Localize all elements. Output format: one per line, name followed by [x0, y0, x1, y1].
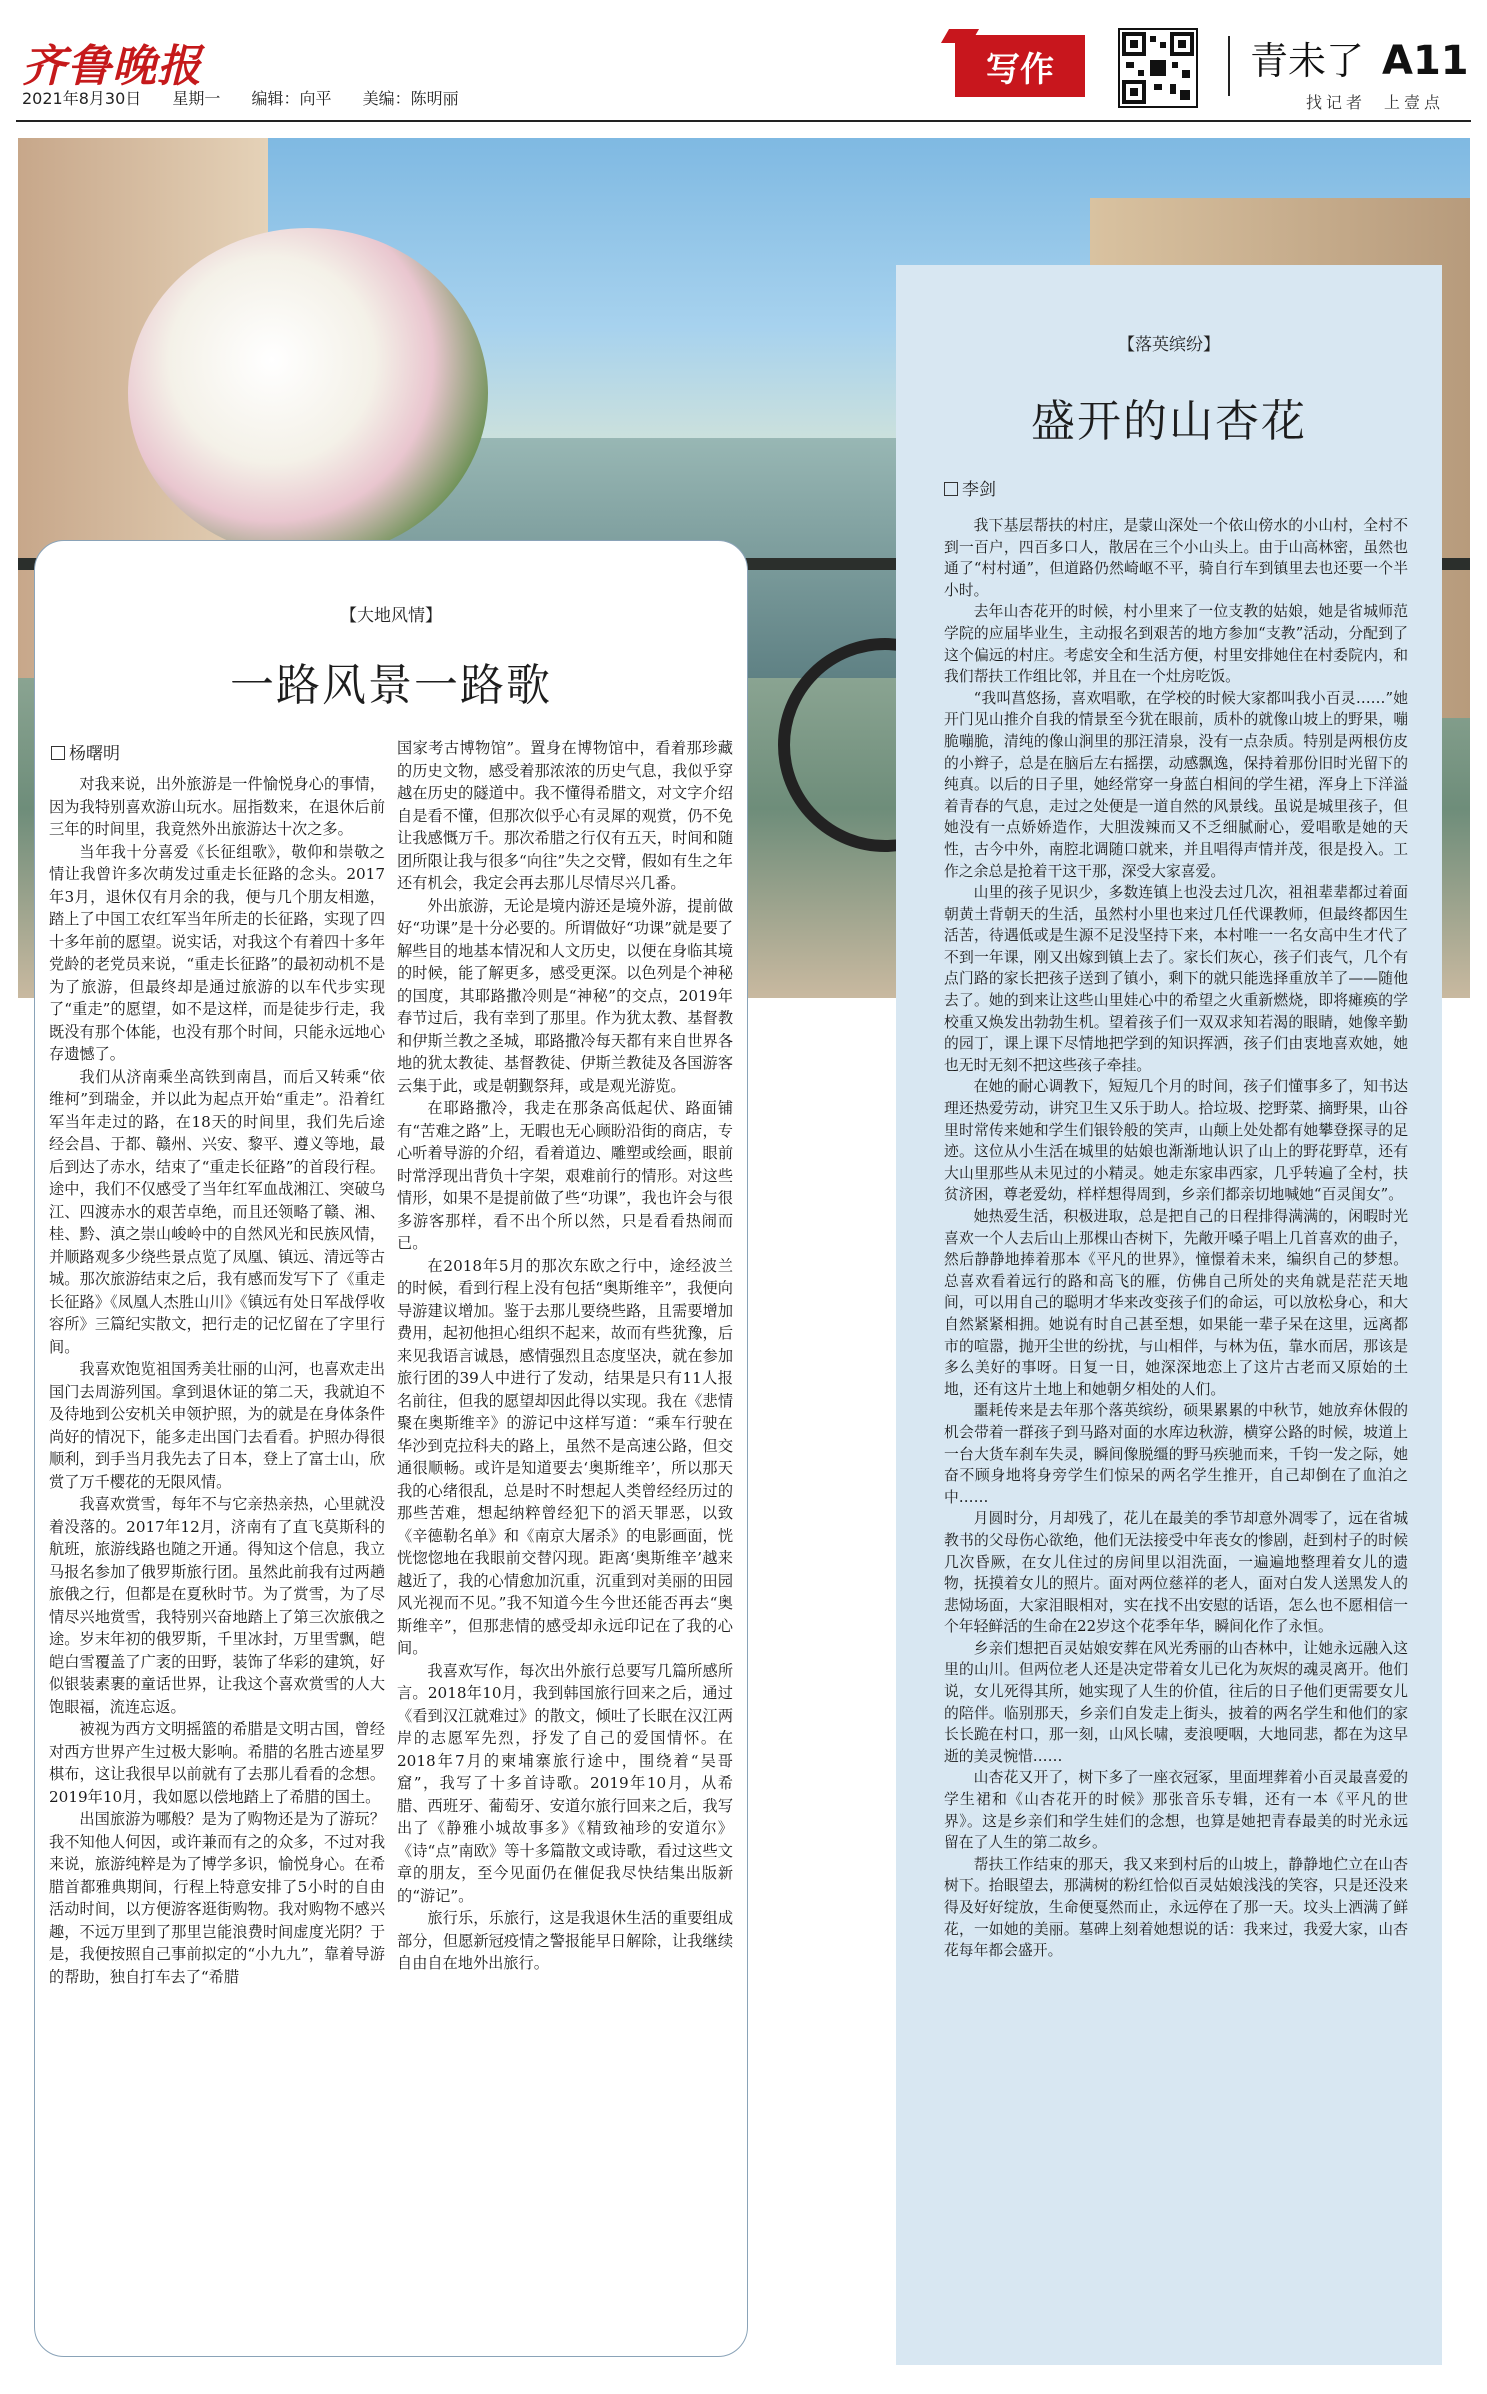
article-right-body: [944, 515, 1408, 2355]
paragraph: 帮扶工作结束的那天，我又来到村后的山坡上，静静地伫立在山杏树下。抬眼望去，那满树的粉红恰似百灵姑娘浅浅的笑容，只是还没来得及好好绽放，生命便戛然而止，永远停在了那一天。坟头上洒满了鲜花，一如她的美丽。墓碑上刻着她想说的话：我来过，我爱大家，山杏花每年都会盛开。: [944, 1855, 1408, 1960]
header-divider: [1228, 36, 1230, 96]
page-name: 青未了: [1250, 39, 1365, 83]
paragraph: 乡亲们想把百灵姑娘安葬在风光秀丽的山杏林中，让她永远融入这里的山川。但两位老人还是决定带着女儿已化为灰烬的魂灵离开。他们说，女儿死得其所，她实现了人生的价值，往后的日子他们更需要女儿的陪伴。临别那天，乡亲们自发走上街头，披着的两名学生和他们的家长长跪在村口，那一刻，山风长啸，麦浪哽咽，大地同悲，都在为这早逝的美灵惋惜……: [944, 1639, 1408, 1765]
paragraph: 被视为西方文明摇篮的希腊是文明古国，曾经对西方世界产生过极大影响。希腊的名胜古迹星罗棋布，这让我很早以前就有了去那儿看看的念想。2019年10月，我如愿以偿地踏上了希腊的国土。: [49, 1720, 385, 1806]
paragraph: 旅行乐，乐旅行，这是我退休生活的重要组成部分，但愿新冠疫情之警报能早日解除，让我继续自由自在地外出旅行。: [397, 1909, 733, 1972]
paragraph: 在2018年5月的那次东欧之行中，途经波兰的时候，看到行程上没有包括“奥斯维辛”，我便向导游建议增加。鉴于去那儿要绕些路，且需要增加费用，起初他担心组织不起来，故而有些犹豫，后来见我语言诚恳，感情强烈且态度坚决，就在参加旅行团的39人中进行了发动，结果是只有11人报名前往，但我的愿望却因此得以实现。我在《悲情聚在奥斯维辛》的游记中这样写道：“乘车行驶在华沙到克拉科夫的路上，虽然不是高速公路，但交通很顺畅。或许是知道要去‘奥斯维辛’，所以那天我的心绪很乱，总是时不时想起人类曾经经历过的那些苦难，想起纳粹曾经犯下的滔天罪恶，以致《辛德勒名单》和《南京大屠杀》的电影画面，恍恍惚惚地在我眼前交替闪现。距离‘奥斯维辛’越来越近了，我的心情愈加沉重，沉重到对美丽的田园风光视而不见。”我不知道今生今世还能否再去“奥斯维辛”，但那悲情的感受却永远印记在了我的心间。: [397, 1256, 733, 1657]
article-right-byline: [944, 475, 996, 500]
paragraph: 在耶路撒冷，我走在那条高低起伏、路面铺有“苦难之路”上，无暇也无心顾盼沿街的商店，专心听着导游的介绍，看着道边、雕塑或绘画，眼前时常浮现出背负十字架，艰难前行的情形。对这些情形，如果不是提前做了些“功课”，我也许会与很多游客那样，看不出个所以然，只是看看热闹而已。: [397, 1099, 733, 1252]
article-left-byline: [51, 739, 120, 764]
paragraph: 国家考古博物馆”。置身在博物馆中，看着那珍藏的历史文物，感受着那浓浓的历史气息，我似乎穿越在历史的隧道中。我不懂得希腊文，对文字介绍自是看不懂，但那次似乎心有灵犀的观赏，仍不免让我感慨万千。那次希腊之行仅有五天，时间和随团所限让我与很多“向往”失之交臂，假如有生之年还有机会，我定会再去那儿尽情尽兴几番。: [397, 739, 733, 892]
issue-meta: [22, 86, 485, 109]
qr-code-icon[interactable]: [1118, 28, 1198, 108]
designer-credit: 美编：陈明丽: [362, 89, 459, 108]
page-title: [1250, 30, 1469, 85]
paragraph: 噩耗传来是去年那个落英缤纷，硕果累累的中秋节，她放弃休假的机会带着一群孩子到马路对面的水库边秋游，横穿公路的时候，坡道上一台大货车刹车失灵，瞬间像脱缰的野马疾驰而来，千钧一发之际，她奋不顾身地将身旁学生们惊呆的两名学生推开，自己却倒在了血泊之中……: [944, 1402, 1408, 1506]
newspaper-logo: 齐鲁晚报: [22, 41, 202, 92]
article-left: [34, 540, 748, 2357]
reporter-app: 上壹点: [1384, 93, 1445, 112]
paragraph: 出国旅游为哪般？是为了购物还是为了游玩？我不知他人何因，或许兼而有之的众多，不过对我来说，旅游纯粹是为了博学多识，愉悦身心。在希腊首都雅典期间，行程上特意安排了5小时的自由活动时间，以方便游客逛街购物。我对购物不感兴趣，不远万里到了那里岂能浪费时间虚度光阴？于是，我便按照自己事前拟定的“小九九”，靠着导游的帮助，独自打车去了“希腊: [49, 1810, 385, 1986]
section-tab: 写作: [955, 35, 1085, 97]
article-left-col2: [397, 737, 733, 2343]
header-rule: [16, 120, 1471, 122]
issue-weekday: 星期一: [172, 89, 221, 108]
article-left-title: 一路风景一路歌: [230, 660, 552, 711]
paragraph: 在她的耐心调教下，短短几个月的时间，孩子们懂事多了，知书达理还热爱劳动，讲究卫生又乐于助人。拾垃圾、挖野菜、摘野果，山谷里时常传来她和学生们银铃般的笑声，山颠上处处都有她攀登探寻的足迹。这位从小生活在城里的姑娘也渐渐地认识了山上的野花野草，还有大山里那些从未见过的小精灵。她走东家串西家，几乎转遍了全村，扶贫济困，尊老爱幼，样样想得周到，乡亲们都亲切地喊她“百灵闺女”。: [944, 1078, 1408, 1204]
paragraph: 我喜欢赏雪，每年不与它亲热亲热，心里就没着没落的。2017年12月，济南有了直飞莫斯科的航班，旅游线路也随之开通。得知这个信息，我立马报名参加了俄罗斯旅行团。虽然此前我有过两趟旅俄之行，但都是在夏秋时节。为了赏雪，为了尽情尽兴地赏雪，我特别兴奋地踏上了第三次旅俄之途。岁末年初的俄罗斯，千里冰封，万里雪飘，皑皑白雪覆盖了广袤的田野，装饰了华彩的建筑，好似银装素裹的童话世界，让我这个喜欢赏雪的人大饱眼福，流连忘返。: [49, 1495, 385, 1716]
paragraph: 月圆时分，月却残了，花儿在最美的季节却意外凋零了，远在省城教书的父母伤心欲绝，他们无法接受中年丧女的惨剧，赶到村子的时候几次昏厥，在女儿住过的房间里以泪洗面，一遍遍地整理着女儿的遗物，抚摸着女儿的照片。面对两位慈祥的老人，面对白发人送黑发人的悲恸场面，大家泪眼相对，实在找不出安慰的话语，怎么也不愿相信一个年轻鲜活的生命在22岁这个花季年华，瞬间化作了永恒。: [944, 1510, 1408, 1636]
article-right-title: 盛开的山杏花: [1031, 396, 1307, 447]
article-right-kicker: 【落英缤纷】: [1118, 335, 1220, 355]
article-left-author: 杨曙明: [69, 744, 120, 764]
paragraph: “我叫菖悠扬，喜欢唱歌，在学校的时候大家都叫我小百灵……”她开门见山推介自我的情景至今犹在眼前，质朴的就像山坡上的野果，嘣脆嘣脆，清纯的像山涧里的那汪清泉，没有一点杂质。特别是两根仿皮的小辫子，总是在脑后左右摇摆，动感飘逸，保持着那份旧时光留下的纯真。以后的日子里，她经常穿一身蓝白相间的学生裙，浑身上下洋溢着青春的气息，走过之处便是一道自然的风景线。虽说是城里孩子，但她没有一点娇娇造作，大胆泼辣而又不乏细腻耐心，爱唱歌是她的天性，古今中外，南腔北调随口就来，并且唱得声情并茂，很是投入。工作之余总是抢着干这干那，深受大家喜爱。: [944, 689, 1408, 880]
issue-date: 2021年8月30日: [22, 89, 142, 108]
paragraph: 外出旅游，无论是境内游还是境外游，提前做好“功课”是十分必要的。所谓做好“功课”就是要了解些目的地基本情况和人文历史，以便在身临其境的时候，能了解更多，感受更深。以色列是个神秘的国度，其耶路撒冷则是“神秘”的交点，2019年春节过后，我有幸到了那里。作为犹太教、基督教和伊斯兰教之圣城，耶路撒冷每天都有来自世界各地的犹太教徒、基督教徒、伊斯兰教徒及各国游客云集于此，或是朝觐祭拜，或是观光游览。: [397, 896, 733, 1095]
paragraph: 山里的孩子见识少，多数连镇上也没去过几次，祖祖辈辈都过着面朝黄土背朝天的生活，虽然村小里也来过几任代课教师，但最终都因生活苦，待遇低或是生源不足没坚持下来，本村唯一一名女高中生才代了不到一年课，刚又出嫁到镇上去了。家长们灰心，孩子们丧气，几个有点门路的家长把孩子送到了镇小，剩下的就只能选择重放羊了——随他去了。她的到来让这些山里娃心中的希望之火重新燃烧，即将瘫痪的学校重又焕发出勃勃生机。望着孩子们一双双求知若渴的眼睛，她像辛勤的园丁，课上课下尽情地把学到的知识挥洒，孩子们由衷地喜欢她，她也无时无刻不把这些孩子牵挂。: [944, 884, 1408, 1074]
paragraph: 当年我十分喜爱《长征组歌》，敬仰和崇敬之情让我曾许多次萌发过重走长征路的念头。2017年3月，退休仅有月余的我，便与几个朋友相邀，踏上了中国工农红军当年所走的长征路，实现了四十多年前的愿望。说实话，对我这个有着四十多年党龄的老党员来说，“重走长征路”的最初动机不是为了旅游，但最终却是通过旅游的以车代步实现了“重走”的愿望，如不是这样，而是徒步行走，我既没有那个体能，也没有那个时间，只能永远地心存遗憾了。: [49, 842, 385, 1063]
paragraph: 对我来说，出外旅游是一件愉悦身心的事情，因为我特别喜欢游山玩水。屈指数来，在退休后前三年的时间里，我竟然外出旅游达十次之多。: [49, 775, 385, 838]
page-number: A11: [1382, 38, 1469, 84]
reporter-label: 找记者: [1306, 93, 1367, 112]
paragraph: 我们从济南乘坐高铁到南昌，而后又转乘“依维柯”到瑞金，并以此为起点开始“重走”。沿着红军当年走过的路，在18天的时间里，我们先后途经会昌、于都、赣州、兴安、黎平、遵义等地，最后到达了赤水，结束了“重走长征路”的首段行程。途中，我们不仅感受了当年红军血战湘江、突破乌江、四渡赤水的艰苦卓绝，而且还领略了赣、湘、桂、黔、滇之崇山峻岭中的自然风光和民族风情，并顺路观多少绕些景点览了凤凰、镇远、清远等古城。那次旅游结束之后，我有感而发写下了《重走长征路》《凤凰人杰胜山川》《镇远有处日军战俘收容所》三篇纪实散文，把行走的记忆留在了字里行间。: [49, 1067, 385, 1356]
paragraph: 我下基层帮扶的村庄，是蒙山深处一个依山傍水的小山村，全村不到一百户，四百多口人，散居在三个小山头上。由于山高林密，虽然也通了“村村通”，但道路仍然崎岖不平，骑自行车到镇里去也还要一个半小时。: [944, 517, 1408, 599]
paragraph: 去年山杏花开的时候，村小里来了一位支教的姑娘，她是省城师范学院的应届毕业生，主动报名到艰苦的地方参加“支教”活动，分配到了这个偏远的村庄。考虑安全和生活方便，村里安排她住在村委院内，和我们帮扶工作组比邻，并且在一个灶房吃饭。: [944, 603, 1408, 686]
paragraph: 她热爱生活，积极进取，总是把自己的日程排得满满的，闲暇时光喜欢一个人去后山上那棵山杏树下，先敞开嗓子唱上几首喜欢的曲子，然后静静地捧着那本《平凡的世界》，憧憬着未来，编织自己的梦想。总喜欢看着远行的路和高飞的雁，仿佛自己所处的夹角就是茫茫天地间，可以用自己的聪明才华来改变孩子们的命运，可以放松身心，和大自然紧紧相拥。她说有时自己甚至想，如果能一辈子呆在这里，远离都市的喧嚣，抛开尘世的纷扰，与山相伴，与林为伍，靠水而居，那该是多么美好的事呀。日复一日，她深深地恋上了这片古老而又原始的土地，还有这片土地上和她朝夕相处的人们。: [944, 1208, 1408, 1398]
paragraph: 我喜欢饱览祖国秀美壮丽的山河，也喜欢走出国门去周游列国。拿到退休证的第二天，我就迫不及待地到公安机关申领护照，为的就是在身体条件尚好的情况下，能多走出国门去看看。护照办得很顺利，到手当月我先去了日本，登上了富士山，欣赏了万千樱花的无限风情。: [49, 1360, 385, 1491]
paragraph: 我喜欢写作，每次出外旅行总要写几篇所感所言。2018年10月，我到韩国旅行回来之后，通过《看到汉江就难过》的散文，倾吐了长眠在汉江两岸的志愿军先烈，抒发了自己的爱国情怀。在2018年7月的柬埔寨旅行途中，围绕着“吴哥窟”，我写了十多首诗歌。2019年10月，从希腊、西班牙、葡萄牙、安道尔旅行回来之后，我写出了《静雅小城故事多》《精致袖珍的安道尔》《诗“点”南欧》等十多篇散文或诗歌，看过这些文章的朋友，至今见面仍在催促我尽快结集出版新的“游记”。: [397, 1661, 733, 1905]
article-right: [896, 265, 1442, 2365]
article-left-kicker: 【大地风情】: [340, 606, 442, 626]
article-right-author: 李剑: [962, 480, 996, 500]
reporter-line: [1288, 90, 1444, 113]
paragraph: 山杏花又开了，树下多了一座衣冠冢，里面埋葬着小百灵最喜爱的学生裙和《山杏花开的时候》那张音乐专辑，还有一本《平凡的世界》。这是乡亲们和学生娃们的念想，也算是她把青春最美的时光永远留在了人生的第二故乡。: [944, 1769, 1408, 1852]
editor-credit: 编辑：向平: [251, 89, 332, 108]
article-left-col1: [49, 773, 385, 2343]
